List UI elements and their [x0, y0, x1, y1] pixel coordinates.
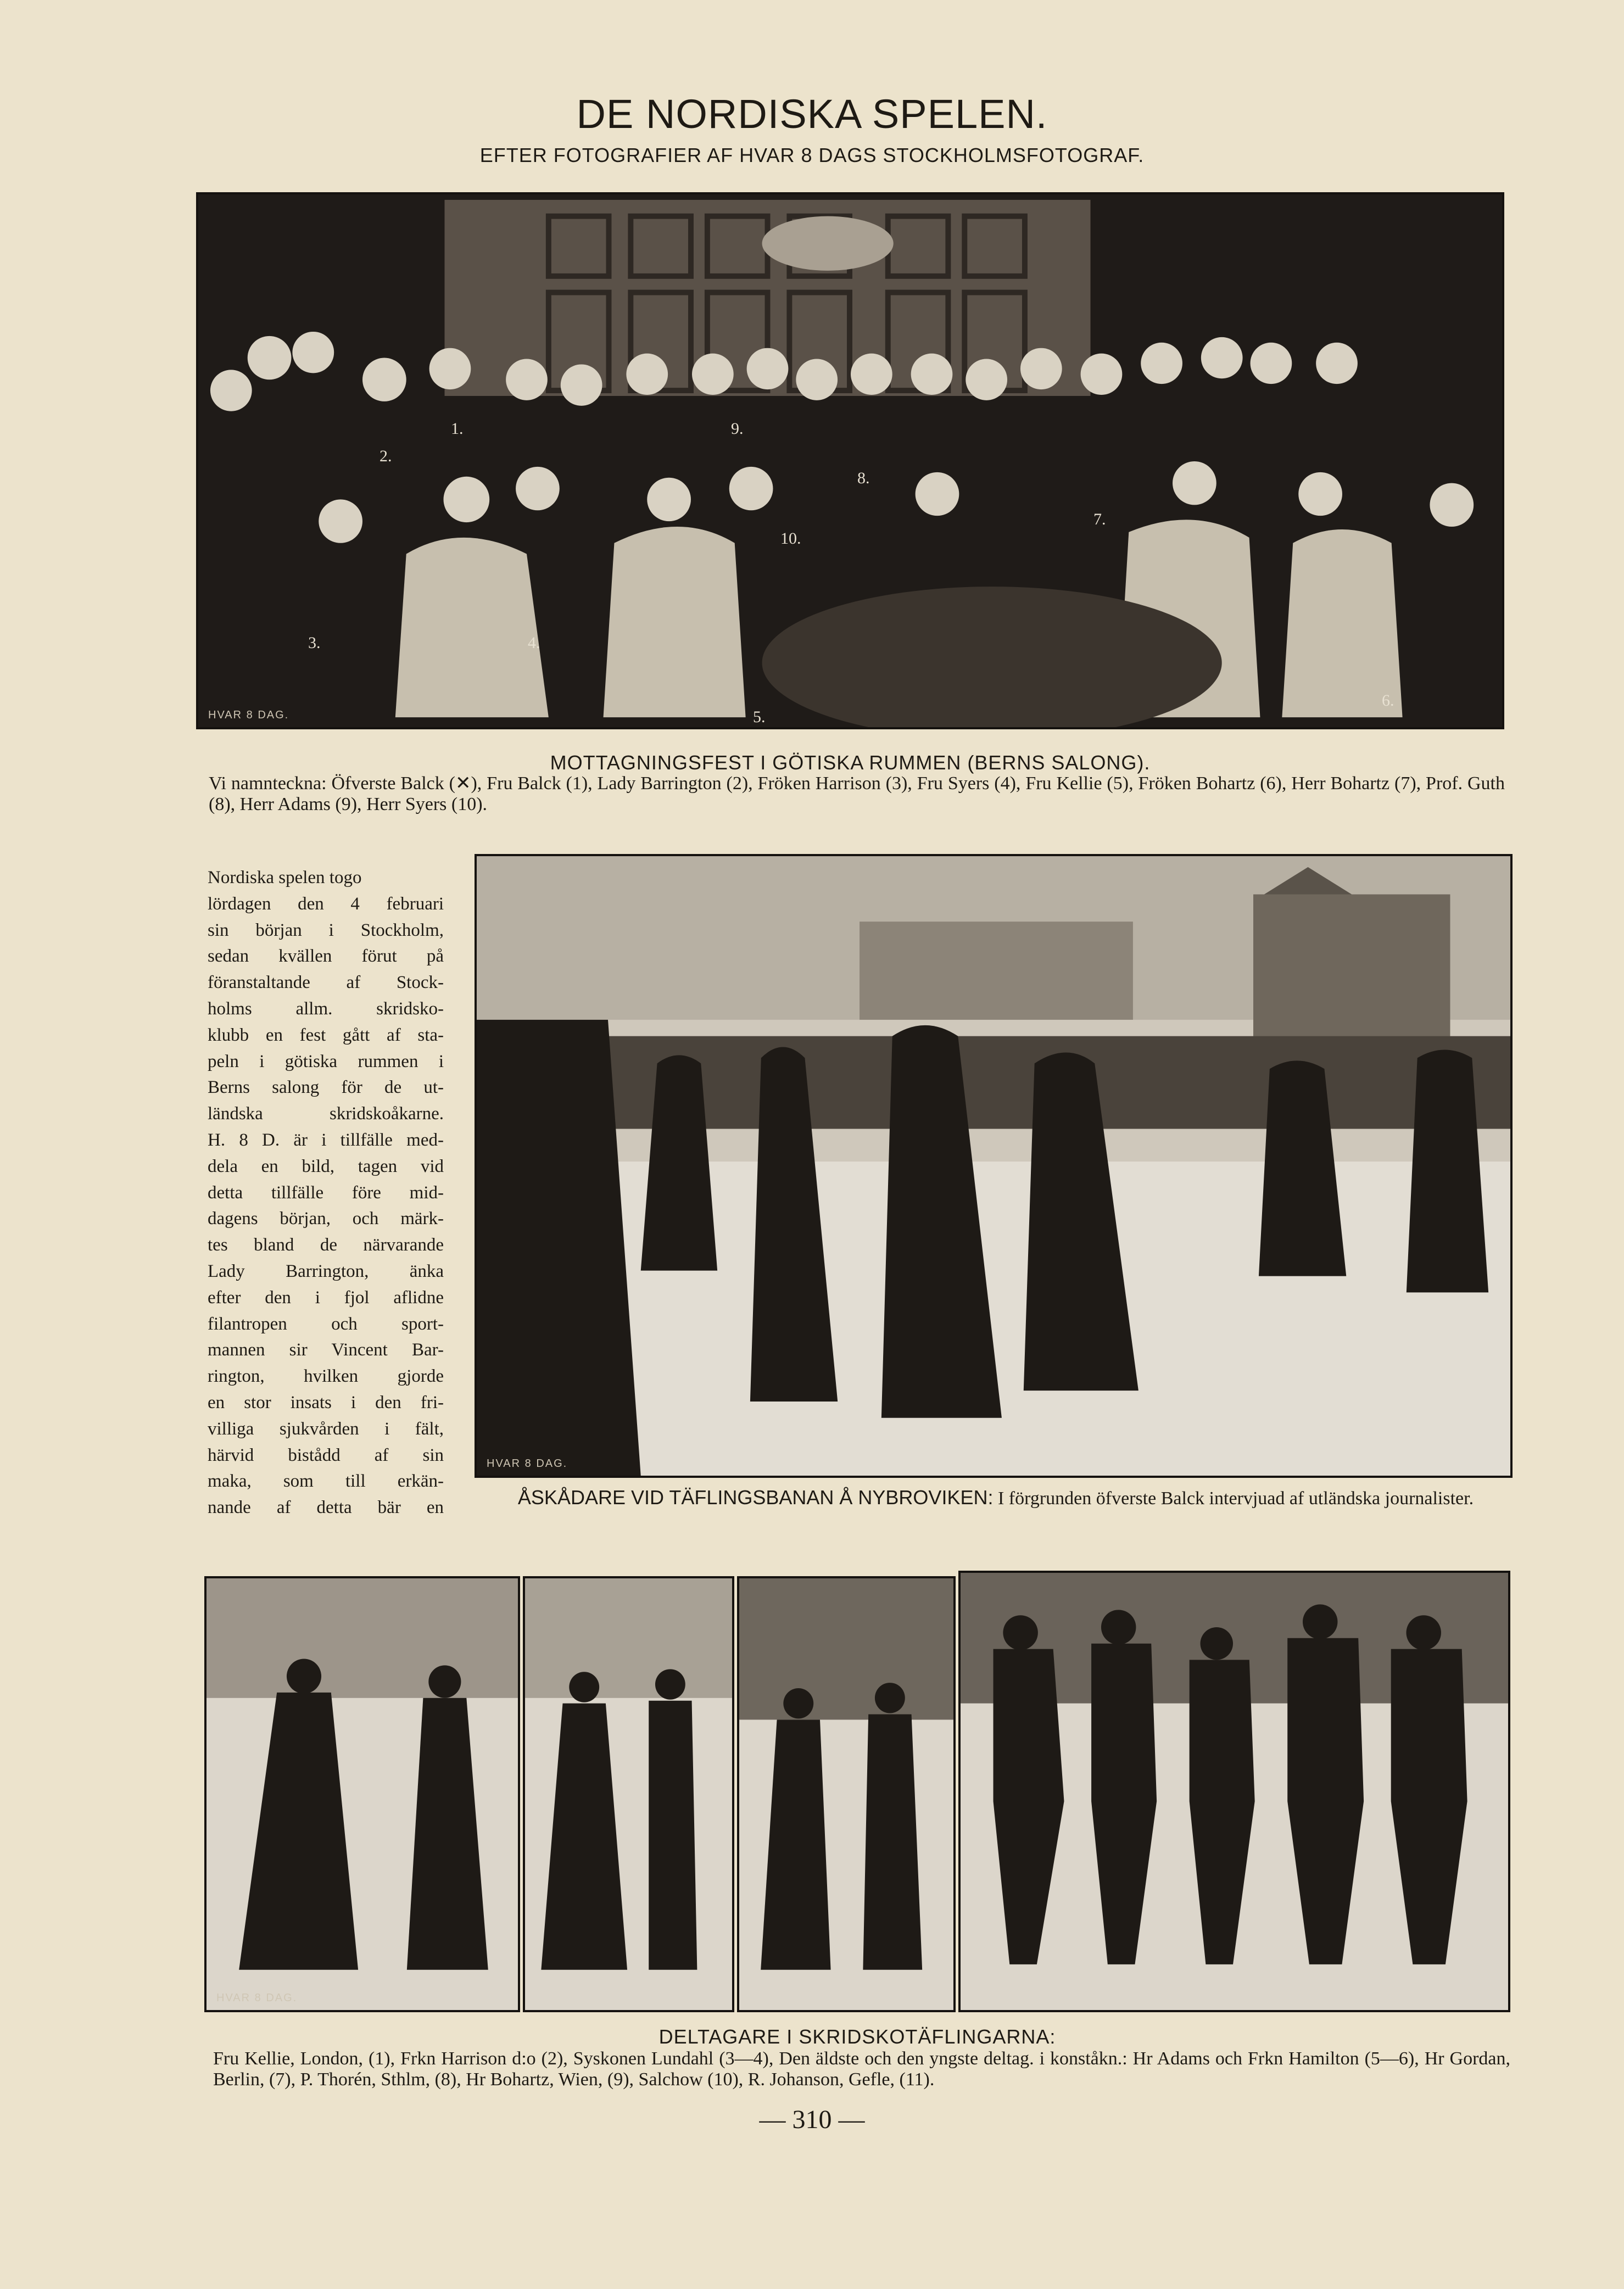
skaters-photo-panel-2: [523, 1576, 734, 2012]
article-line: villiga sjukvården i fält,: [208, 1419, 444, 1439]
spectators-photo-credit: HVAR 8 DAG.: [487, 1458, 568, 1470]
reception-marker: 3.: [308, 634, 321, 652]
skaters-scene-4: [961, 1573, 1508, 2010]
reception-marker: 9.: [731, 420, 744, 438]
spectators-caption-text: I förgrunden öfverste Balck intervjuad af utländska journalister.: [997, 1488, 1474, 1509]
article-line: klubb en fest gått af sta-: [208, 1025, 444, 1045]
reception-marker: 8.: [857, 469, 870, 487]
article-line: H. 8 D. är i tillfälle med-: [208, 1130, 444, 1150]
article-line: holms allm. skridsko-: [208, 998, 444, 1019]
skaters-scene-3: [739, 1578, 953, 2010]
reception-caption-heading: MOTTAGNINGSFEST I GÖTISKA RUMMEN (BERNS SALONG).: [550, 751, 1151, 774]
article-line: filantropen och sport-: [208, 1314, 444, 1334]
article-line: en stor insats i den fri-: [208, 1392, 444, 1413]
skaters-photo-credit: HVAR 8 DAG.: [216, 1992, 298, 2004]
reception-marker: 4.: [528, 634, 540, 652]
spectators-photo: [475, 854, 1513, 1478]
article-line: dagens början, och märk-: [208, 1209, 444, 1229]
article-line: härvid bistådd af sin: [208, 1445, 444, 1465]
article-line: lördagen den 4 februari: [208, 894, 444, 914]
reception-marker: 10.: [780, 529, 801, 548]
reception-marker: 7.: [1093, 510, 1106, 528]
reception-photo-credit: HVAR 8 DAG.: [208, 709, 289, 721]
skaters-photo-panel-4: [958, 1571, 1510, 2012]
article-line: detta tillfälle före mid-: [208, 1182, 444, 1203]
article-line: mannen sir Vincent Bar-: [208, 1340, 444, 1360]
spectators-caption-heading: ÅSKÅDARE VID TÄFLINGSBANAN Å NYBROVIKEN:: [517, 1486, 994, 1509]
article-line: sedan kvällen förut på: [208, 946, 444, 967]
page-title: DE NORDISKA SPELEN.: [576, 91, 1048, 137]
article-line: rington, hvilken gjorde: [208, 1366, 444, 1387]
article-line: föranstaltande af Stock-: [208, 973, 444, 993]
reception-marker: 5.: [753, 708, 766, 726]
article-line: ländska skridskoåkarne.: [208, 1104, 444, 1124]
page-subtitle: EFTER FOTOGRAFIER AF HVAR 8 DAGS STOCKHOLMSFOTOGRAF.: [479, 144, 1145, 166]
reception-marker: 6.: [1382, 691, 1394, 710]
article-line: Berns salong för de ut-: [208, 1077, 444, 1098]
skaters-photo-panel-1: [204, 1576, 520, 2012]
article-line: dela en bild, tagen vid: [208, 1156, 444, 1176]
reception-photo: [196, 192, 1504, 729]
skaters-scene-1: [207, 1578, 518, 2010]
article-line: efter den i fjol aflidne: [208, 1287, 444, 1308]
reception-marker: 1.: [451, 420, 464, 438]
spectators-caption: [482, 1487, 1509, 1509]
skaters-scene-2: [525, 1578, 732, 2010]
article-line: tes bland de närvarande: [208, 1235, 444, 1255]
article-line: nande af detta bär en: [208, 1498, 444, 1518]
skaters-caption-heading: DELTAGARE I SKRIDSKOTÄFLINGARNA:: [658, 2025, 1056, 2048]
article-line: peln i götiska rummen i: [208, 1051, 444, 1071]
page-number: — 310 —: [759, 2105, 865, 2134]
article-line: sin början i Stockholm,: [208, 920, 444, 940]
skaters-caption-text: Fru Kellie, London, (1), Frkn Harrison d:o (2), Syskonen Lundahl (3—4), Den äldste och den yngste deltag. i konståkn.: Hr Adams och Frkn Hamilton (5—6), Hr Gordan, Berlin, (7), P. Thorén, Sthlm, (8), Hr Bohartz, Wien, (9), Salchow (10), R. Johanson, Gefle, (11).: [213, 2048, 1510, 2090]
article-line: Nordiska spelen togo: [208, 868, 362, 887]
reception-marker: 2.: [380, 447, 392, 465]
article-column: [208, 865, 444, 1521]
article-line: maka, som till erkän-: [208, 1471, 444, 1492]
reception-scene: [198, 194, 1502, 727]
reception-caption-text: Vi namnteckna: Öfverste Balck (✕), Fru Balck (1), Lady Barrington (2), Fröken Harrison (3), Fru Syers (4), Fru Kellie (5), Fröken Bohartz (6), Herr Bohartz (7), Prof. Guth (8), Herr Adams (9), Herr Syers (10).: [209, 773, 1505, 814]
spectators-scene: [477, 856, 1510, 1476]
skaters-photo-panel-3: [737, 1576, 956, 2012]
article-line: Lady Barrington, änka: [208, 1261, 444, 1281]
